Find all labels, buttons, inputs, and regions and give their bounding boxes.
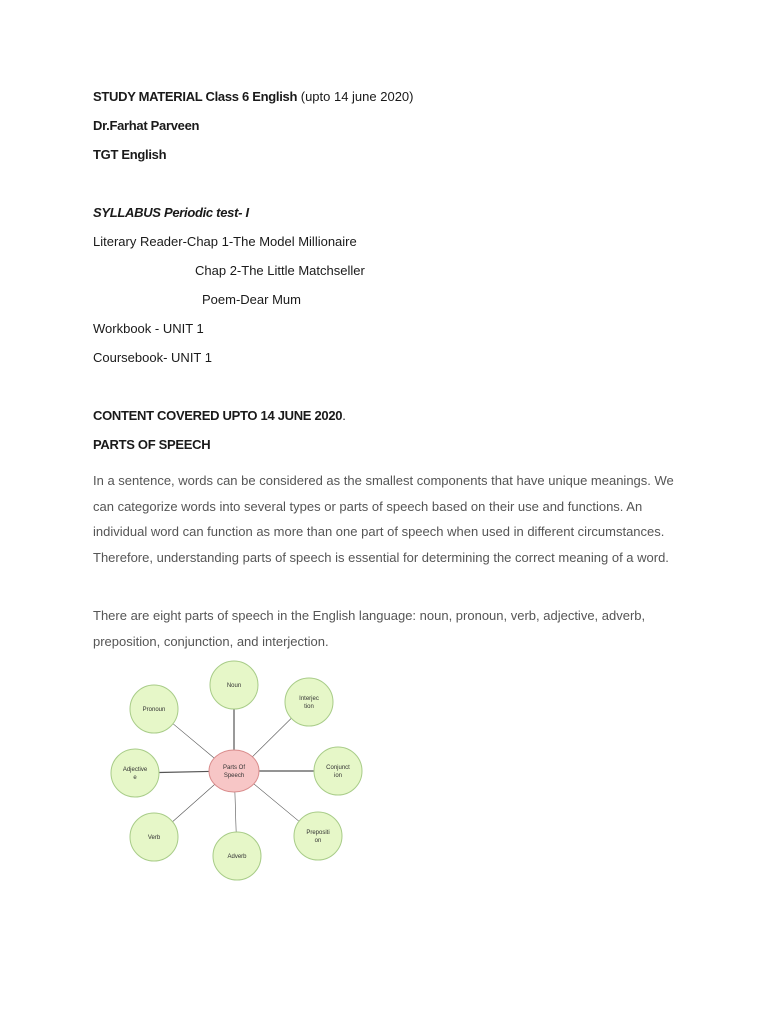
node-label-adverb (227, 854, 247, 860)
diagram-connector (173, 724, 214, 758)
node-label-verb-line1: Verb (147, 835, 161, 841)
title-date: (upto 14 june 2020) (300, 89, 414, 104)
node-label-preposition-line1: Prepositi (306, 830, 330, 836)
node-label-verb (148, 835, 161, 841)
diagram-connector (173, 784, 215, 821)
node-interjection (285, 678, 333, 726)
node-label-adjectivee-line1: Adjective (122, 767, 148, 773)
paragraph-parts-list: There are eight parts of speech in the English language: noun, pronoun, verb, adjective, adverb, preposition, conjunction, and interjection. (93, 608, 646, 649)
diagram-connector (159, 771, 209, 772)
node-label-noun-line1: Noun (226, 683, 242, 689)
diagram-connector (235, 792, 236, 832)
node-label-interjection-line1: Interjec (299, 696, 319, 702)
syllabus-line: Poem-Dear Mum (202, 292, 301, 307)
author-name: Dr.Farhat Parveen (93, 118, 200, 133)
diagram-connector (254, 784, 299, 821)
content-heading-text: CONTENT COVERED UPTO 14 JUNE 2020 (93, 408, 343, 423)
syllabus-line: Coursebook- UNIT 1 (93, 350, 212, 365)
node-label-noun (227, 683, 241, 689)
node-label-adverb-line1: Adverb (227, 854, 247, 860)
node-label-adjectivee-line2: e (133, 775, 137, 781)
node-label-preposition-line2: on (314, 838, 322, 844)
paragraph-intro: In a sentence, words can be considered as the smallest components that have unique meanings. We can categorize words into several types or parts of speech based on their use and functions. An individual word can function as more than one part of speech when used in different circumstances. Therefore, understanding parts of speech is essential for determining the correct meaning of a word. (93, 473, 674, 565)
syllabus-heading: SYLLABUS Periodic test- I (93, 205, 249, 220)
center-node-label-line2: Speech (223, 773, 245, 779)
content-heading (93, 408, 346, 423)
center-node (209, 750, 259, 792)
node-label-pronoun (143, 707, 166, 713)
syllabus-line: Chap 2-The Little Matchseller (195, 263, 365, 278)
title-bold: STUDY MATERIAL Class 6 English (93, 89, 298, 104)
section-subheading: PARTS OF SPEECH (93, 437, 211, 452)
diagram-connector (252, 718, 291, 757)
node-label-conjunction-line2: ion (333, 773, 343, 779)
node-label-pronoun-line1: Pronoun (142, 707, 166, 713)
center-node-label-line1: Parts Of (222, 765, 246, 771)
syllabus-line: Literary Reader-Chap 1-The Model Millionaire (93, 234, 357, 249)
syllabus-line: Workbook - UNIT 1 (93, 321, 204, 336)
author-designation: TGT English (93, 147, 167, 162)
content-heading-suffix: . (342, 408, 346, 423)
parts-of-speech-diagram (100, 655, 380, 895)
node-adjectivee (111, 749, 159, 797)
node-label-interjection-line2: tion (304, 704, 314, 710)
node-conjunction (314, 747, 362, 795)
node-preposition (294, 812, 342, 860)
node-label-conjunction-line1: Conjunct (326, 765, 350, 771)
document-title (93, 89, 414, 104)
